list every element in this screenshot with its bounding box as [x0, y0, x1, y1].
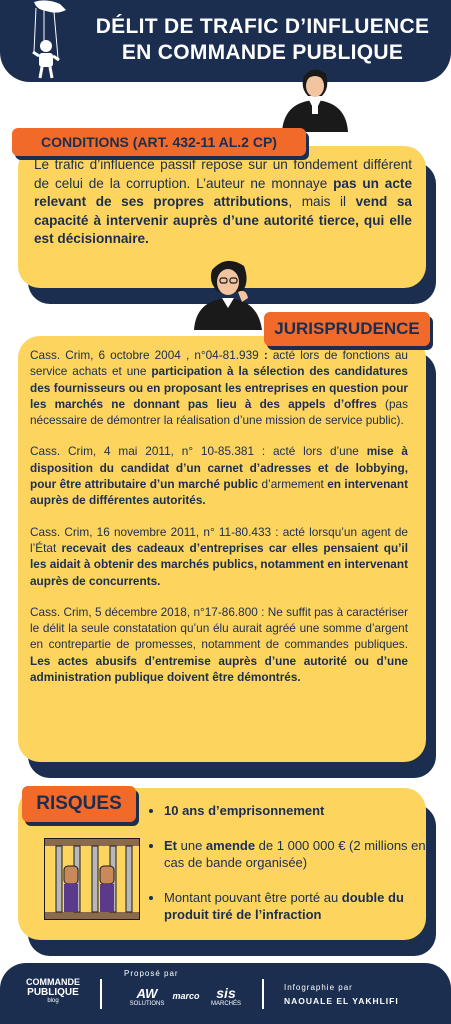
- risk-prison: • 10 ans d’emprisonnement: [164, 802, 439, 819]
- commande-publique-logo: COMMANDE PUBLIQUE blog: [26, 977, 80, 1004]
- propose-par-label: Proposé par: [124, 969, 179, 978]
- jurisprudence-text: [30, 347, 408, 700]
- title-line-2: EN COMMANDE PUBLIQUE: [121, 41, 404, 64]
- infographie-par-label: Infographie par: [284, 983, 353, 992]
- jurisprudence-tag-label: JURISPRUDENCE: [274, 319, 420, 338]
- conditions-text: Le trafic d’influence passif repose sur un fondement différent de celui de la corruption. L’auteur ne monnaye pas un acte relevant de ses propres attributions, mais il vend sa capacité à intervenir auprès d’une autorité tierce, qui elle est décisionnaire.: [34, 157, 412, 246]
- case-2004: Cass. Crim, 6 octobre 2004 , n°04-81.939 : acté lors de fonctions au service achats et une participation à la sélection des candidatures des fournisseurs ou en proposant les entreprises en question pour les marchés ne donnant pas lieu à des appels d’offres (pas nécessaire de démontrer la réalisation d’une mission de service public).: [30, 348, 408, 428]
- header-banner: [0, 0, 451, 82]
- case-2011-novembre: Cass. Crim, 16 novembre 2011, n° 11-80.433 : acté lorsqu’un agent de l’État recevait des cadeaux d’entreprises car elles pensaient qu’il les aidait à obtenir des marchés publics, notamment en intervenant auprès de concurrents.: [30, 524, 408, 588]
- risques-tag: [22, 786, 136, 822]
- jurisprudence-tag: [264, 312, 430, 346]
- footer: [0, 963, 451, 1024]
- case-2018: Cass. Crim, 5 décembre 2018, n°17-86.800 : Ne suffit pas à caractériser le délit la seule constatation qu’un élu aurait agréé une somme d’argent en contrepartie de promesses, notamment de commandes publiques. Les actes abusifs d’entremise auprès d’une autorité ou d’une administration publique doivent être démontrés.: [30, 604, 408, 685]
- prison-bars-icon: [44, 838, 140, 920]
- footer-divider-1: [100, 979, 102, 1009]
- marco-logo: marco: [172, 991, 200, 1001]
- judge-illustration-icon: [278, 66, 352, 132]
- author-name: NAOUALE EL YAKHLIFI: [284, 996, 399, 1006]
- page-title: [80, 14, 445, 66]
- puppet-hand-icon: [14, 0, 76, 80]
- sis-marches-logo: sis MARCHÉS: [210, 985, 241, 1007]
- conditions-tag: [12, 128, 306, 156]
- aw-solutions-logo: AW SOLUTIONS: [129, 986, 165, 1007]
- title-line-1: DÉLIT DE TRAFIC D’INFLUENCE: [95, 15, 430, 38]
- footer-divider-2: [262, 979, 264, 1009]
- risk-amende: • Et une amende de 1 000 000 € (2 millions en cas de bande organisée): [164, 837, 439, 871]
- conditions-tag-label: CONDITIONS (ART. 432-11 AL.2 CP): [41, 134, 277, 150]
- risques-tag-label: RISQUES: [36, 793, 122, 814]
- case-2011-mai: Cass. Crim, 4 mai 2011, n° 10-85.381 : acté lors d’une mise à disposition du candidat d’un carnet d’adresses et de lobbying, pour être attributaire d’un marché public d’armement en intervenant auprès de différentes autorités.: [30, 444, 408, 508]
- risk-double: • Montant pouvant être porté au double du produit tiré de l’infraction: [164, 889, 439, 923]
- risks-list: [150, 802, 439, 941]
